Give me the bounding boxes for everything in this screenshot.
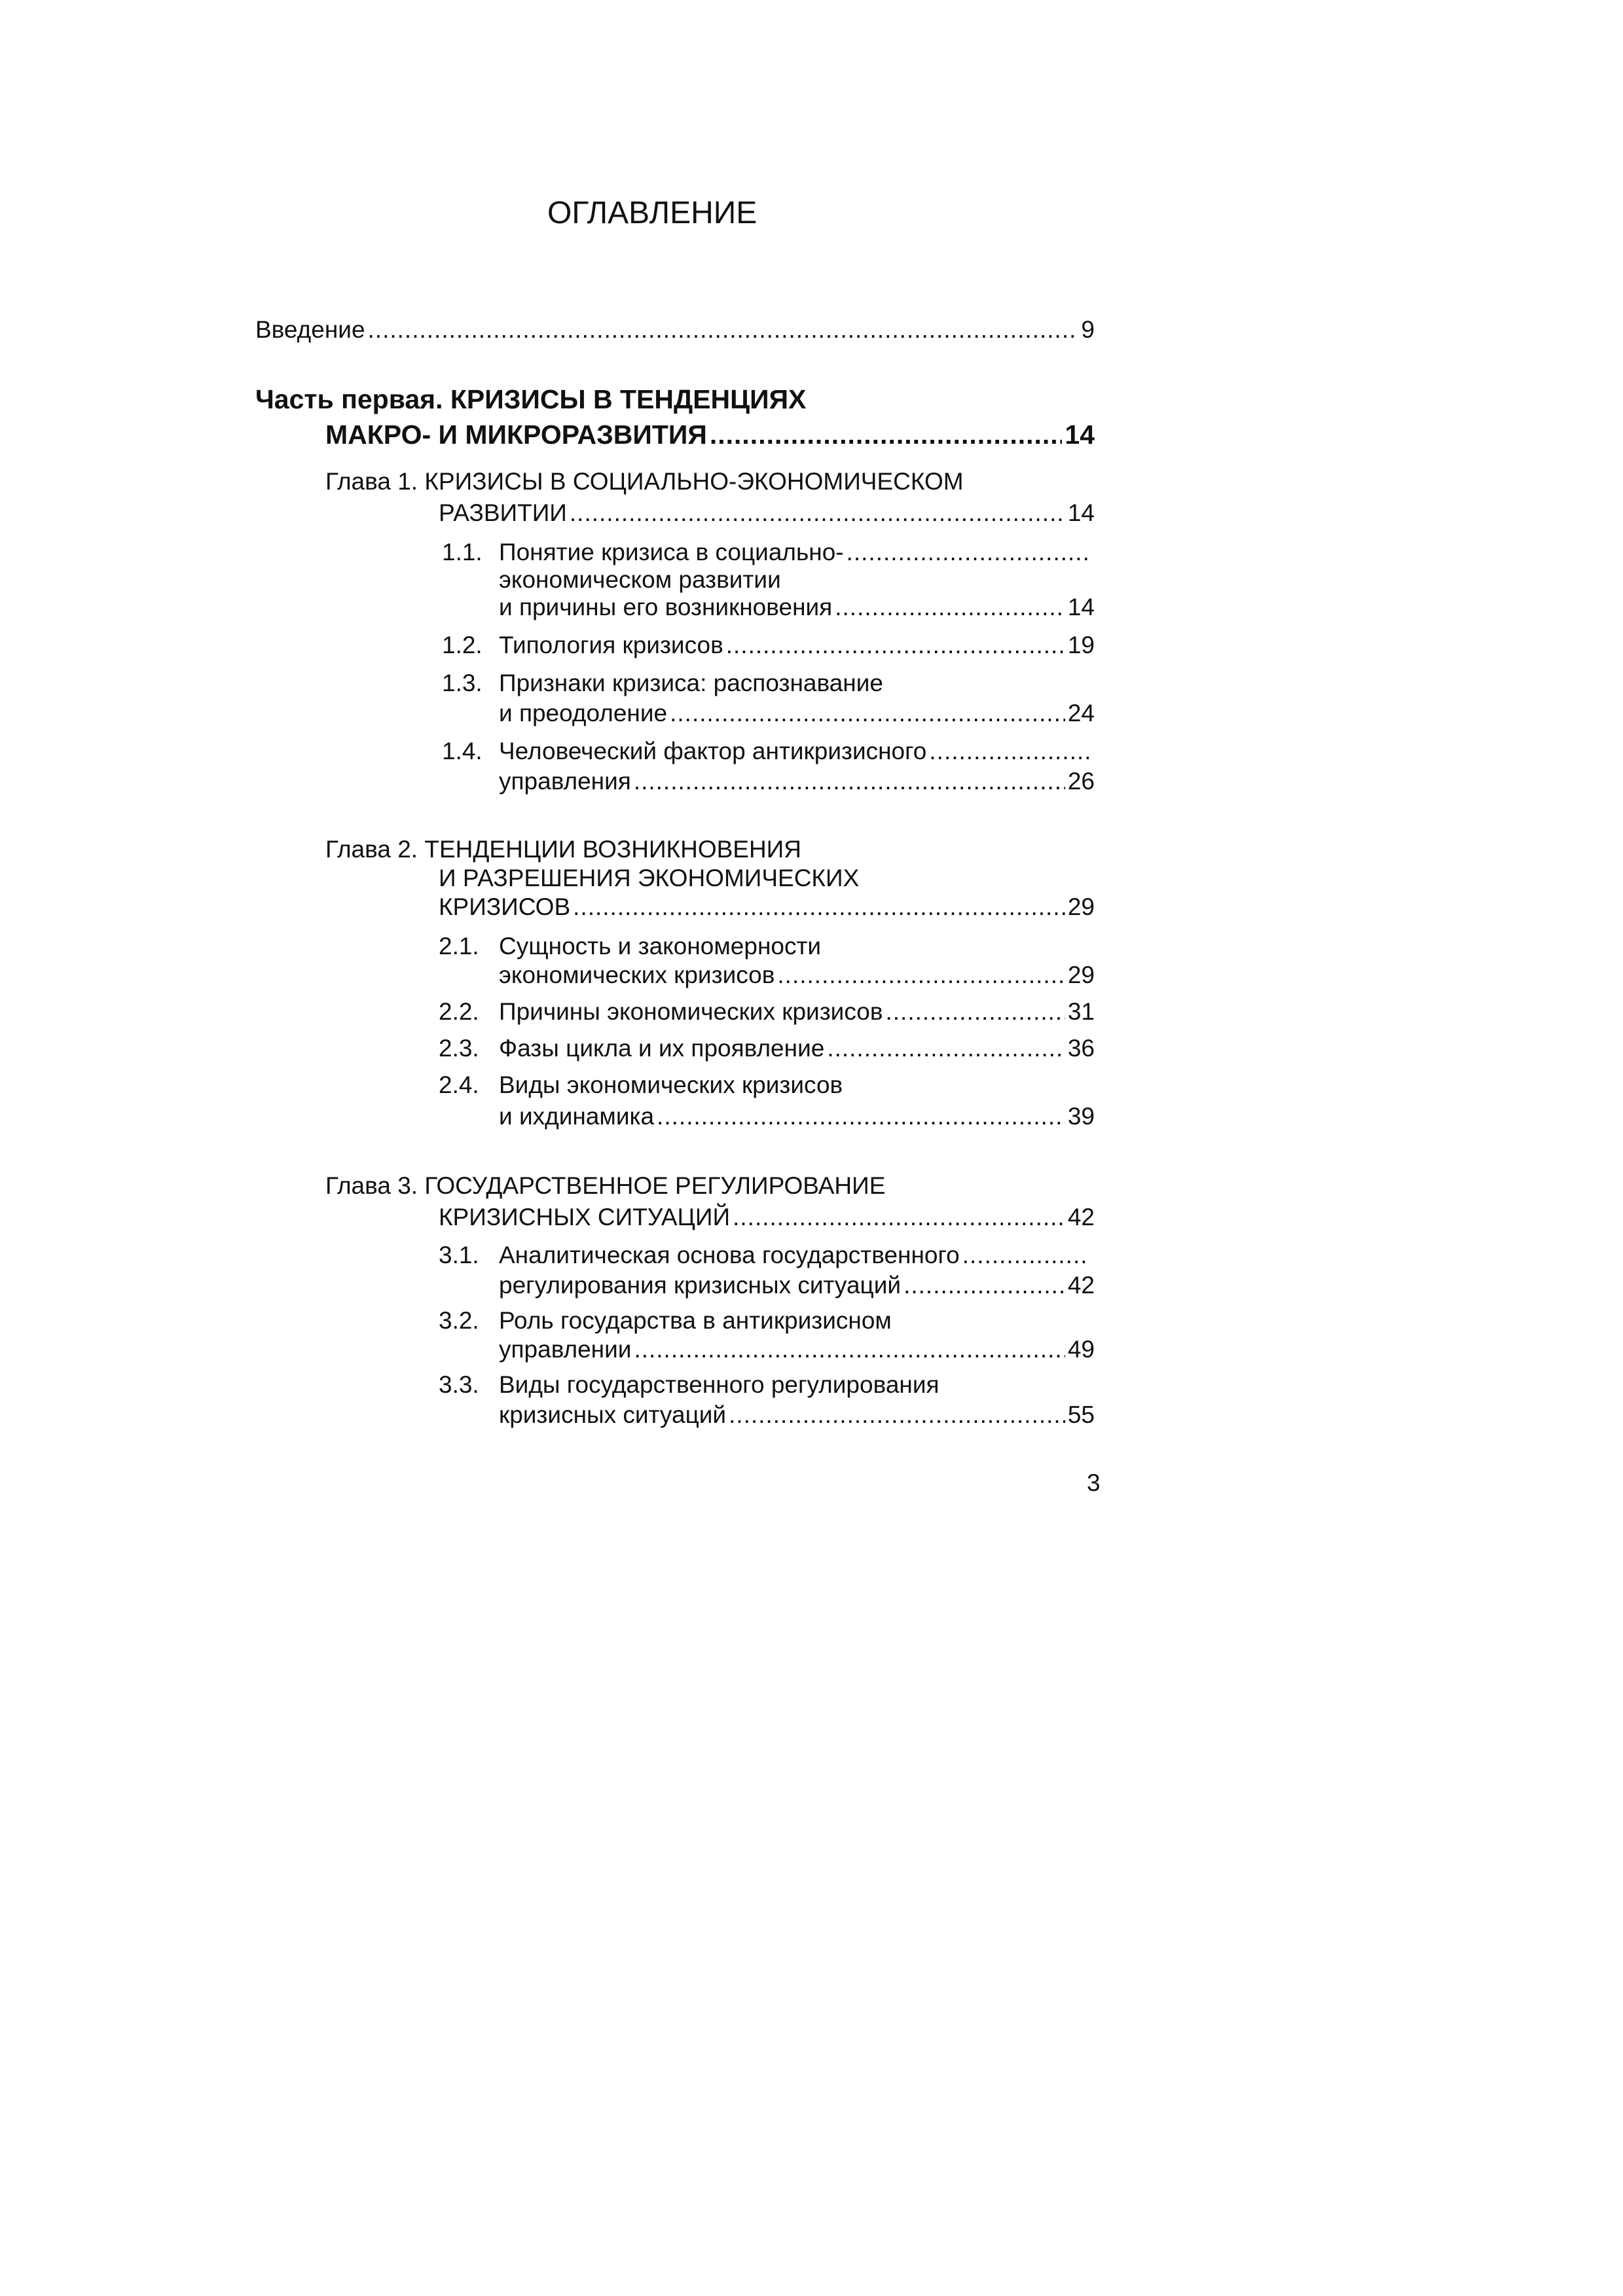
toc-entry-label: кризисных ситуаций: [499, 1401, 727, 1428]
section-number: 2.2.: [439, 998, 479, 1025]
toc-page-number: 14: [1067, 499, 1095, 526]
toc-leader: [634, 767, 1065, 796]
toc-entry-label: Введение: [255, 316, 365, 343]
toc-entry-label: КРИЗИСОВ: [439, 893, 571, 920]
toc-leader: [670, 699, 1065, 728]
toc-entry-chapter3: [439, 1203, 1095, 1232]
toc-entry-label: и преодоление: [499, 700, 668, 726]
toc-page-number: 42: [1067, 1204, 1095, 1230]
toc-entry-label: Понятие кризиса в социально-: [499, 539, 844, 565]
toc-entry-label: Фазы цикла и их проявление: [499, 1035, 825, 1062]
toc-leader: [570, 499, 1065, 528]
section-number: 1.2.: [442, 632, 483, 658]
toc-entry-label: Признаки кризиса: распознавание: [499, 670, 883, 696]
toc-entry-section-tail: [499, 1271, 1095, 1300]
toc-leader: [885, 997, 1065, 1026]
toc-leader: [368, 315, 1079, 344]
toc-page-number: 39: [1067, 1103, 1095, 1130]
toc-entry-label: Причины экономических кризисов: [499, 998, 883, 1025]
toc-entry-section-tail: [499, 699, 1095, 728]
toc-page-number: 31: [1067, 998, 1095, 1025]
toc-page-number: 42: [1067, 1272, 1095, 1299]
toc-entry-section: [499, 737, 1091, 766]
toc-entry-section: [499, 1241, 1091, 1270]
toc-leader: [929, 737, 1089, 766]
toc-page-number: 26: [1067, 768, 1095, 795]
toc-page-number: 24: [1067, 700, 1095, 726]
section-number: 1.4.: [442, 738, 483, 764]
toc-leader: [847, 538, 1089, 567]
section-number: 2.4.: [439, 1071, 479, 1098]
toc-entry-label: Виды экономических кризисов: [499, 1071, 843, 1098]
toc-entry-section-tail: [499, 593, 1095, 622]
section-number: 1.1.: [442, 539, 483, 565]
toc-page-number: 55: [1067, 1401, 1095, 1428]
toc-entry-label: управления: [499, 768, 631, 795]
toc-page-number: 29: [1067, 961, 1095, 988]
toc-page-number: 49: [1067, 1336, 1095, 1363]
toc-page-number: 14: [1067, 594, 1095, 620]
toc-entry-label: управлении: [499, 1336, 632, 1363]
toc-page-number: 19: [1067, 632, 1095, 658]
section-number: 2.1.: [439, 933, 479, 960]
toc-leader: [903, 1271, 1065, 1300]
toc-entry-section: [499, 997, 1095, 1026]
toc-entry-label: Типология кризисов: [499, 632, 723, 658]
toc-entry-label-continued: экономическом развитии: [499, 566, 781, 593]
part-title: Часть первая. КРИЗИСЫ В ТЕНДЕНЦИЯХ: [255, 384, 807, 414]
section-number: 3.2.: [439, 1307, 479, 1334]
toc-entry-label: и ихдинамика: [499, 1103, 655, 1130]
section-number: 3.3.: [439, 1371, 479, 1398]
toc-leader: [657, 1102, 1065, 1131]
toc-page-number: 29: [1067, 893, 1095, 920]
page-title: ОГЛАВЛЕНИЕ: [547, 196, 757, 230]
toc-entry-label: Аналитическая основа государственного: [499, 1242, 960, 1268]
toc-entry-section-tail: [499, 767, 1095, 796]
chapter-title: Глава 2. ТЕНДЕНЦИИ ВОЗНИКНОВЕНИЯ: [325, 836, 801, 863]
toc-entry-label: Виды государственного регулирования: [499, 1371, 939, 1398]
toc-entry-label: РАЗВИТИИ: [439, 499, 567, 526]
toc-leader: [573, 893, 1065, 922]
toc-entry-section: [499, 631, 1095, 660]
toc-leader: [962, 1241, 1089, 1270]
toc-entry-section: [499, 538, 1091, 567]
toc-entry-part1: [325, 419, 1095, 450]
toc-entry-section-tail: [499, 961, 1095, 990]
toc-leader: [827, 1034, 1065, 1063]
toc-entry-label: Роль государства в антикризисном: [499, 1307, 892, 1334]
toc-entry-label: и причины его возникновения: [499, 594, 833, 620]
chapter-title-continued: И РАЗРЕШЕНИЯ ЭКОНОМИЧЕСКИХ: [439, 865, 860, 891]
section-number: 3.1.: [439, 1242, 479, 1268]
toc-entry-section-tail: [499, 1401, 1095, 1429]
chapter-title: Глава 1. КРИЗИСЫ В СОЦИАЛЬНО-ЭКОНОМИЧЕСКОМ: [325, 468, 964, 495]
toc-entry-label: КРИЗИСНЫХ СИТУАЦИЙ: [439, 1204, 731, 1230]
toc-entry-section-tail: [499, 1335, 1095, 1364]
section-number: 2.3.: [439, 1035, 479, 1062]
toc-leader: [634, 1335, 1065, 1364]
toc-leader: [729, 1401, 1065, 1429]
toc-entry-label: регулирования кризисных ситуаций: [499, 1272, 902, 1299]
toc-entry-label: МАКРО- И МИКРОРАЗВИТИЯ: [325, 420, 707, 450]
toc-entry-chapter2: [439, 893, 1095, 922]
section-number: 1.3.: [442, 670, 483, 696]
toc-leader: [835, 593, 1065, 622]
toc-page-number: 14: [1065, 420, 1095, 450]
toc-leader: [777, 961, 1065, 990]
toc-entry-label: Сущность и закономерности: [499, 933, 822, 960]
toc-entry-chapter1: [439, 499, 1095, 528]
toc-page-number: 36: [1067, 1035, 1095, 1062]
toc-entry-intro: [255, 315, 1095, 344]
toc-entry-label: Человеческий фактор антикризисного: [499, 738, 927, 764]
toc-entry-label: экономических кризисов: [499, 961, 775, 988]
chapter-title: Глава 3. ГОСУДАРСТВЕННОЕ РЕГУЛИРОВАНИЕ: [325, 1172, 886, 1199]
toc-page-number: 9: [1081, 316, 1095, 343]
toc-entry-section-tail: [499, 1102, 1095, 1131]
toc-leader: [726, 631, 1065, 660]
toc-leader: [733, 1203, 1065, 1232]
toc-leader: [710, 419, 1063, 450]
page-number: 3: [1087, 1469, 1101, 1496]
toc-entry-section: [499, 1034, 1095, 1063]
